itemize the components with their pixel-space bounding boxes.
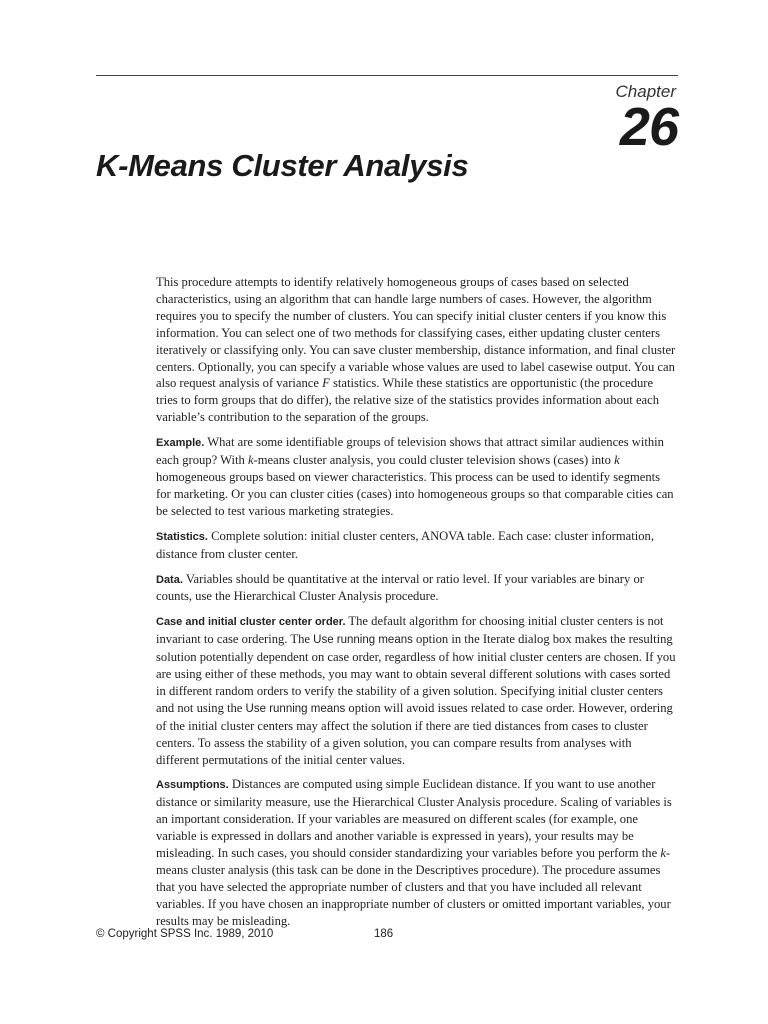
use-running-means-option: Use running means: [313, 634, 413, 647]
data-lead: Data.: [156, 573, 183, 586]
example-paragraph: Example. What are some identifiable groups of television shows that attract similar audiences within each group? With k-means cluster analysis, you could cluster television shows (cases) into k homogeneous groups based on viewer characteristics. This process can be used to identify segments for marketing. Or you can cluster cities (cases) into homogeneous groups so that comparable cities can be selected to test various marketing strategies.: [156, 435, 674, 518]
copyright-notice: © Copyright SPSS Inc. 1989, 2010: [96, 928, 274, 940]
body-text: [156, 274, 676, 938]
page-title: K-Means Cluster Analysis: [96, 148, 469, 183]
intro-paragraph: This procedure attempts to identify relatively homogeneous groups of cases based on selected characteristics, using an algorithm that can handle large numbers of cases. However, the algorithm requires you to specify the number of clusters. You can specify initial cluster centers if you know this information. You can select one of two methods for classifying cases, either updating cluster centers iteratively or classifying only. You can save cluster membership, distance information, and final cluster centers. Optionally, you can specify a variable whose values are used to label casewise output. You can also request analysis of variance F statistics. While these statistics are opportunistic (the procedure tries to form groups that do differ), the relative size of the statistics provides information about each variable’s contribution to the separation of the groups.: [156, 275, 676, 425]
example-lead: Example.: [156, 437, 205, 450]
chapter-number: 26: [619, 97, 678, 157]
assumptions-paragraph: Assumptions. Distances are computed using simple Euclidean distance. If you want to use another distance or similarity measure, use the Hierarchical Cluster Analysis procedure. Scaling of variables is an important consideration. If your variables are measured on different scales (for example, one variable is expressed in dollars and another variable is expressed in years), your results may be misleading. In such cases, you should consider standardizing your variables before you perform the k-means cluster analysis (this task can be done in the Descriptives procedure). The procedure assumes that you have selected the appropriate number of clusters and that you have included all relevant variables. If you have chosen an inappropriate number of clusters or omitted important variables, your results may be misleading.: [156, 777, 672, 928]
statistics-lead: Statistics.: [156, 530, 208, 543]
data-paragraph: Data. Variables should be quantitative at the interval or ratio level. If your variables are binary or counts, use the Hierarchical Cluster Analysis procedure.: [156, 571, 644, 604]
case-order-paragraph: Case and initial cluster center order. The default algorithm for choosing initial cluster centers is not invariant to case ordering. The Use running means option in the Iterate dialog box makes the resulting solution potentially dependent on case order, regardless of how initial cluster centers are chosen. If you are using either of these methods, you may want to obtain several different solutions with cases sorted in different random orders to verify the stability of a given solution. Specifying initial cluster centers and not using the Use running means option will avoid issues related to case order. However, ordering of the initial cluster centers may affect the solution if there are tied distances from cases to cluster centers. To assess the stability of a given solution, you can compare results from analyses with different permutations of the initial center values.: [156, 614, 676, 767]
statistics-paragraph: Statistics. Complete solution: initial cluster centers, ANOVA table. Each case: cluster information, distance from cluster center.: [156, 528, 655, 561]
page-number: 186: [374, 928, 394, 940]
assumptions-lead: Assumptions.: [156, 779, 229, 792]
chapter-label: Chapter: [615, 82, 676, 101]
header-rule: [96, 75, 678, 76]
case-order-lead: Case and initial cluster center order.: [156, 616, 346, 629]
use-running-means-option: Use running means: [245, 702, 346, 715]
